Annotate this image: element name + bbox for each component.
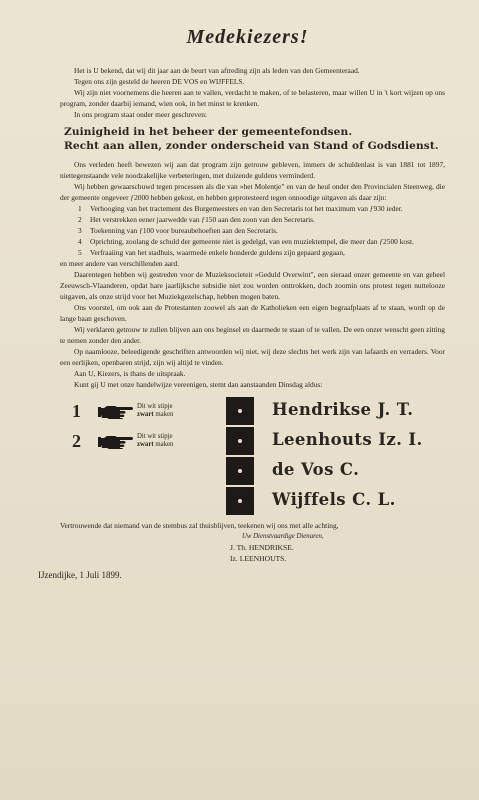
list-item: 5 Verfraaiing van het stadhuis, waarmede enkele honderde guldens zijn gepaard gegaan, [78, 248, 345, 257]
closing-line: Vertrouwende dat niemand van de stembus zal thuisblijven, teekenen wij ons met alle achting, [60, 521, 339, 530]
ballot-box [226, 427, 254, 455]
signature-name-2: Iz. LEENHOUTS. [230, 554, 287, 563]
ballot-row [60, 486, 445, 516]
poster-title: Medekiezers! [186, 26, 309, 48]
paragraph-3: Wij zijn niet voornemens die heeren aan te vallen, verdacht te maken, of te belasteren, maar willen U in 't kort wijzen op ons program, zonder daarbij iemand, wien ook, in het minst te krenken. [60, 88, 445, 108]
list-item: 4 Oprichting, zoolang de schuld der gemeente niet is gedelgd, van een muziektempel, die meer dan ƒ2500 kost. [78, 237, 414, 246]
ballot-box [226, 457, 254, 485]
ballot-box [226, 397, 254, 425]
signature-role: Uw Dienstvaardige Dienaren, [242, 533, 324, 540]
candidate-name: Leenhouts Iz. I. [272, 430, 423, 449]
expense-list [78, 203, 445, 258]
paragraph-6: Wij hebben gewaarschuwd tegen processen als die van »het Molentje" en van de heul onder den Provincialen Steenweg, die der gemeente ongeveer ƒ2000 hebben gekost, en hebben geprotesteerd tegen onnoodige uitgaven als daar zijn: [60, 182, 445, 202]
ballot-row [60, 426, 445, 456]
pointing-hand-icon [98, 433, 134, 449]
pointing-hand-icon [98, 403, 134, 419]
ballot-row [60, 456, 445, 486]
paragraph-4: In ons program staat onder meer geschreven: [74, 110, 207, 119]
paragraph-1: Het is U bekend, dat wij dit jaar aan de beurt van aftreding zijn als leden van den Gemeenteraad. [74, 66, 360, 75]
slogan-2: Recht aan allen, zonder onderscheid van Stand of Godsdienst. [64, 139, 439, 152]
list-item: 2 Het verstrekken eener jaarwedde van ƒ150 aan den zoon van den Secretaris. [78, 215, 315, 224]
ballot-hint: Dit wit stipje zwart maken [137, 433, 174, 448]
signature-name-1: J. Th. HENDRIKSE. [230, 543, 294, 552]
paragraph-5: Ons verleden heeft bewezen wij aan dat program zijn getrouw gebleven, immers de schuldenlast is van 1881 tot 1897, niettegenstaande vele noodzakelijke verbeteringen, met duizende guldens verminderd. [60, 160, 445, 180]
list-item: 1 Verhooging van het tractement des Burgemeesters en van den Secretaris tot het maximum van ƒ930 ieder. [78, 204, 403, 213]
paragraph-2: Tegen ons zijn gesteld de heeren DE VOS en WIJFFELS. [74, 77, 245, 86]
program-slogans [64, 126, 445, 153]
paragraph-10: Wij verklaren getrouw te zullen blijven aan ons beginsel en daarmede te staan of te vallen. De een onzer wenscht geen zitting te nemen zonder den ander. [60, 325, 445, 345]
ballot-number: 1 [72, 400, 81, 421]
poster-body [60, 65, 445, 390]
ballot-hint: Dit wit stipje zwart maken [137, 403, 174, 418]
paragraph-13: Kunt gij U met onze handelwijze vereenigen, stemt dan aanstaanden Dinsdag aldus: [74, 380, 323, 389]
paragraph-7: en meer andere van verschillenden aard. [60, 259, 180, 268]
ballot-number: 2 [72, 430, 81, 451]
slogan-1: Zuinigheid in het beheer der gemeentefondsen. [64, 126, 353, 138]
paragraph-12: Aan U, Kiezers, is thans de uitspraak. [74, 369, 186, 378]
paragraph-8: Daarentegen hebben wij gestreden voor de Muzieksocieteit »Geduld Overwint", een sieraad onzer gemeente en van geheel Zeeuwsch-Vlaanderen, opdat hare jaarlijksche subsidie niet zou worden onttrokken, doch zoomin ons protest tegen nuttelooze uitgaven, als onze strijd voor het Muziekgezelschap, hebben mogen baten. [60, 270, 445, 301]
ballot-row [60, 396, 445, 426]
place-date: IJzendijke, 1 Juli 1899. [38, 570, 122, 580]
candidate-name: de Vos C. [272, 460, 360, 479]
candidate-name: Wijffels C. L. [272, 490, 396, 509]
list-item: 3 Toekenning van ƒ100 voor bureaubehoeften aan den Secretaris. [78, 226, 278, 235]
ballot-instructions [60, 396, 445, 516]
candidate-name: Hendrikse J. T. [272, 400, 414, 419]
paragraph-9: Ons voorstel, om ook aan de Protestanten zoowel als aan de Katholieken een eigen begraafplaats af te staan, wordt op de lange baan geschoven. [60, 303, 445, 323]
paragraph-11: Op naamlooze, beleedigende geschriften antwoorden wij niet, wij deze slechts het werk zijn van lafaards en verraders. Voor een eerlijken, openbaren strijd, zijn wij altijd te vinden. [60, 347, 445, 367]
signature-block [230, 531, 445, 564]
ballot-box [226, 487, 254, 515]
